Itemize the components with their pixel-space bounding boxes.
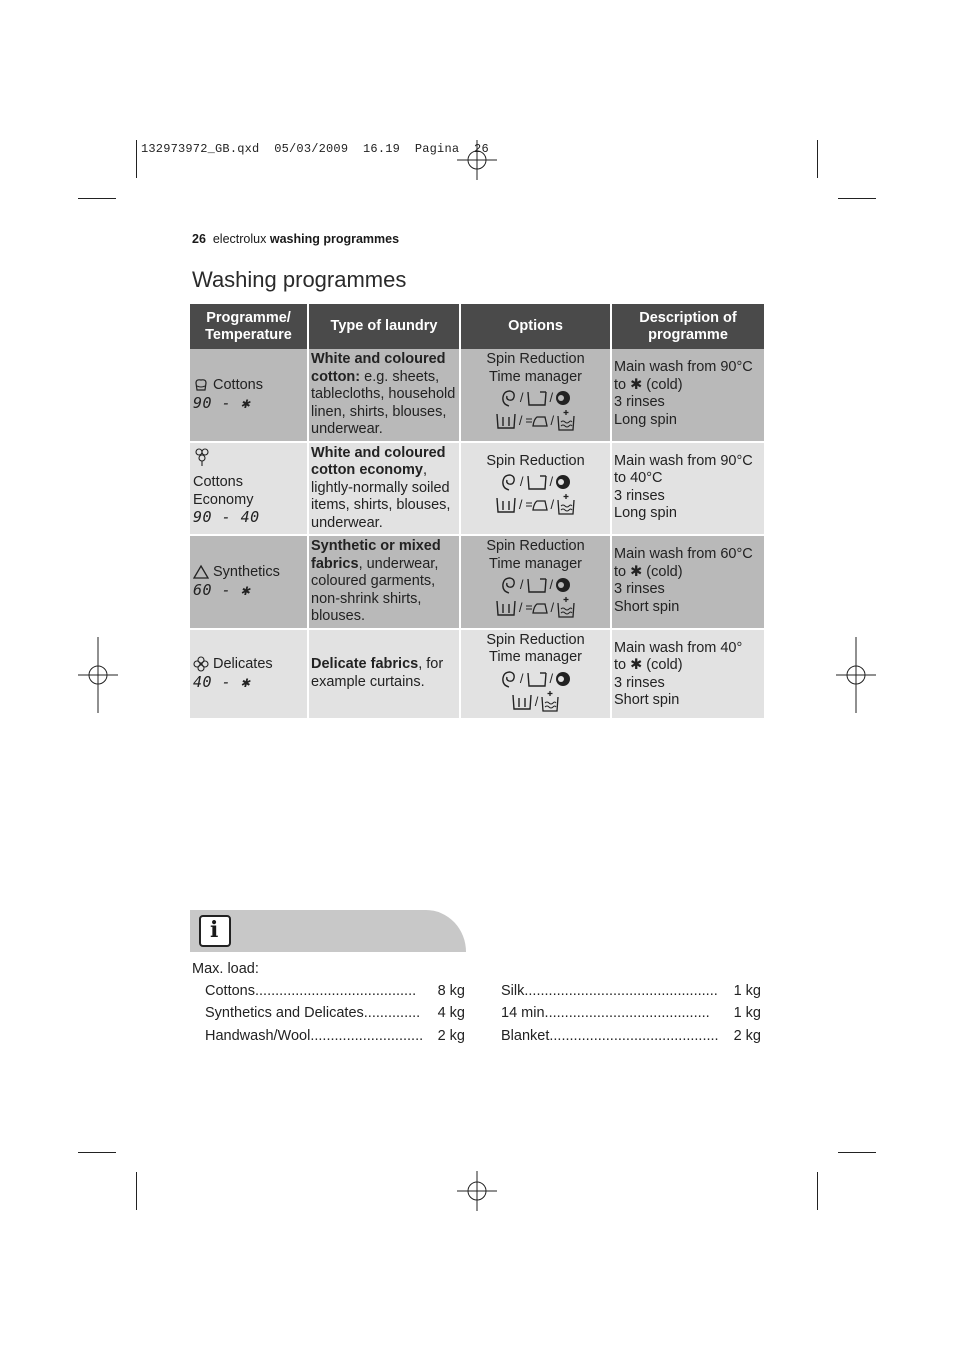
load-row — [501, 1028, 761, 1044]
extra-rinse-icon — [556, 597, 576, 619]
options-cell — [461, 349, 612, 443]
registration-mark-icon — [836, 637, 876, 713]
programme-name: Synthetics — [213, 564, 280, 581]
laundry-cell — [309, 349, 461, 443]
leader-dots: .......................................... — [549, 1028, 719, 1044]
programmes-table — [190, 304, 764, 720]
laundry-details: e.g. sheets, tablecloths, household linen, shirts, blouses, underwear. — [311, 368, 456, 437]
stain-icon — [555, 577, 571, 593]
load-row — [205, 1005, 465, 1021]
column-header: Description of programme — [612, 304, 764, 349]
laundry-type: White and coloured cotton economy — [311, 444, 446, 478]
brand-name: electrolux — [212, 232, 267, 246]
column-header: Options — [461, 304, 612, 349]
crop-mark — [136, 1172, 137, 1210]
stain-icon — [555, 390, 571, 406]
crop-mark — [838, 1152, 876, 1153]
leader-dots: ............................ — [310, 1028, 424, 1044]
easy-iron-icon — [525, 497, 549, 513]
description-line: to 40°C — [614, 470, 663, 486]
description-line: 3 rinses — [614, 581, 665, 597]
description-line: Main wash from 90°C — [614, 359, 753, 375]
table-row — [190, 536, 764, 630]
prewash-icon — [526, 576, 548, 594]
description-cell — [612, 443, 764, 537]
leader-dots: ........................................ — [548, 1005, 710, 1021]
description-line: Main wash from 60°C — [614, 546, 753, 562]
easy-iron-icon — [525, 413, 549, 429]
load-value: 1 kg — [733, 983, 761, 999]
info-icon: i — [199, 915, 231, 947]
spin-reduction-icon — [500, 575, 518, 595]
laundry-cell — [309, 443, 461, 537]
description-line: Long spin — [614, 411, 677, 428]
option-icons: / / — [463, 575, 608, 595]
option-label: Spin Reduction — [486, 538, 585, 554]
leader-dots: ........................................ — [254, 983, 417, 999]
options-cell — [461, 443, 612, 537]
laundry-type: White and coloured cotton: — [311, 351, 446, 385]
crop-mark — [817, 140, 818, 178]
load-value: 2 kg — [437, 1028, 465, 1044]
laundry-type: Synthetic or mixed fabrics — [311, 538, 441, 572]
easy-iron-icon — [525, 600, 549, 616]
synthetics-icon — [193, 564, 209, 580]
laundry-type: Delicate fabrics — [311, 656, 419, 672]
load-item: Silk — [501, 983, 525, 999]
stain-icon — [555, 671, 571, 687]
extra-rinse-icon — [540, 691, 560, 713]
delicates-icon — [193, 656, 209, 672]
extra-rinse-icon — [556, 494, 576, 516]
description-line: to ✱ (cold) — [614, 563, 683, 580]
economy-icon — [193, 447, 211, 467]
options-cell — [461, 630, 612, 720]
programme-name: Cottons Economy — [193, 474, 254, 508]
leader-dots: .............. — [363, 1005, 421, 1021]
description-cell — [612, 630, 764, 720]
crop-mark — [136, 140, 137, 178]
rinse-hold-icon — [511, 693, 533, 711]
prewash-icon — [526, 473, 548, 491]
rinse-hold-icon — [495, 412, 517, 430]
load-value: 4 kg — [437, 1005, 465, 1021]
table-row — [190, 630, 764, 720]
page-number: 26 — [192, 232, 206, 246]
option-icons: / / — [463, 669, 608, 689]
description-line: 3 rinses — [614, 487, 665, 504]
max-load-label: Max. load: — [192, 961, 259, 977]
load-item: Handwash/Wool — [205, 1028, 311, 1044]
leader-dots: ................................................ — [524, 983, 718, 999]
load-row — [501, 1005, 761, 1021]
option-label: Spin Reduction — [486, 631, 585, 648]
temperature-range: 60 - ✱ — [193, 580, 251, 599]
description-line: Short spin — [614, 598, 680, 615]
description-line: Main wash from 40° — [614, 639, 743, 656]
load-row — [205, 1028, 465, 1044]
laundry-cell — [309, 536, 461, 630]
temperature-range: 90 - 40 — [193, 508, 260, 526]
column-header: Type of laundry — [309, 304, 461, 349]
option-label: Spin Reduction — [486, 452, 585, 469]
option-label: Time manager — [489, 555, 582, 572]
load-row — [501, 983, 761, 999]
registration-mark-icon — [457, 1171, 497, 1211]
load-item: Blanket — [501, 1028, 550, 1044]
load-item: 14 min. — [501, 1005, 549, 1021]
option-icons: / / — [463, 472, 608, 492]
option-label: Time manager — [489, 649, 582, 665]
programme-cell — [190, 443, 309, 537]
load-value: 8 kg — [437, 983, 465, 999]
description-cell — [612, 536, 764, 630]
table-row — [190, 349, 764, 443]
option-label: Time manager — [489, 368, 582, 385]
load-item: Cottons — [205, 983, 255, 999]
temperature-range: 90 - ✱ — [193, 393, 251, 412]
prewash-icon — [526, 389, 548, 407]
crop-mark — [817, 1172, 818, 1210]
stain-icon — [555, 474, 571, 490]
laundry-details: , lightly-normally soiled items, shirts, blouses, underwear. — [311, 462, 451, 531]
description-line: Short spin — [614, 692, 680, 708]
description-line: 3 rinses — [614, 394, 665, 410]
info-band — [190, 910, 466, 952]
prewash-icon — [526, 670, 548, 688]
description-line: Main wash from 90°C — [614, 452, 753, 469]
crop-mark — [78, 1152, 116, 1153]
rinse-hold-icon — [495, 496, 517, 514]
laundry-cell — [309, 630, 461, 720]
temperature-range: 40 - ✱ — [193, 672, 251, 691]
table-row — [190, 443, 764, 537]
load-value: 2 kg — [733, 1028, 761, 1044]
registration-mark-icon — [457, 140, 497, 180]
load-value: 1 kg — [733, 1005, 761, 1021]
print-slug: 132973972_GB.qxd 05/03/2009 16.19 Pagina 26 — [141, 142, 489, 156]
running-header — [192, 232, 399, 246]
options-cell — [461, 536, 612, 630]
laundry-details: , for example curtains. — [311, 656, 444, 690]
programme-name: Delicates — [213, 656, 273, 672]
description-cell — [612, 349, 764, 443]
option-icons: / / — [463, 494, 608, 516]
description-line: 3 rinses — [614, 674, 665, 691]
option-icons: / / — [463, 410, 608, 432]
crop-mark — [78, 198, 116, 199]
spin-reduction-icon — [500, 669, 518, 689]
load-row — [205, 983, 465, 999]
spin-reduction-icon — [500, 388, 518, 408]
programme-name: Cottons — [213, 377, 263, 394]
option-icons: / — [463, 691, 608, 713]
crop-mark — [838, 198, 876, 199]
page-title: Washing programmes — [192, 267, 407, 292]
section-name: washing programmes — [269, 232, 400, 246]
option-label: Spin Reduction — [486, 351, 585, 367]
programme-cell — [190, 349, 309, 443]
description-line: to ✱ (cold) — [614, 657, 683, 673]
description-line: Long spin — [614, 505, 677, 521]
option-icons: / / — [463, 388, 608, 408]
laundry-details: , underwear, coloured garments, non-shrink shirts, blouses. — [311, 555, 439, 624]
spin-reduction-icon — [500, 472, 518, 492]
description-line: to ✱ (cold) — [614, 376, 683, 393]
programme-cell — [190, 630, 309, 720]
rinse-hold-icon — [495, 599, 517, 617]
programme-cell — [190, 536, 309, 630]
option-icons: / / — [463, 597, 608, 619]
cotton-icon — [193, 377, 209, 393]
column-header: Programme/ Temperature — [190, 304, 309, 349]
load-item: Synthetics and Delicates — [205, 1005, 364, 1021]
registration-mark-icon — [78, 637, 118, 713]
extra-rinse-icon — [556, 410, 576, 432]
